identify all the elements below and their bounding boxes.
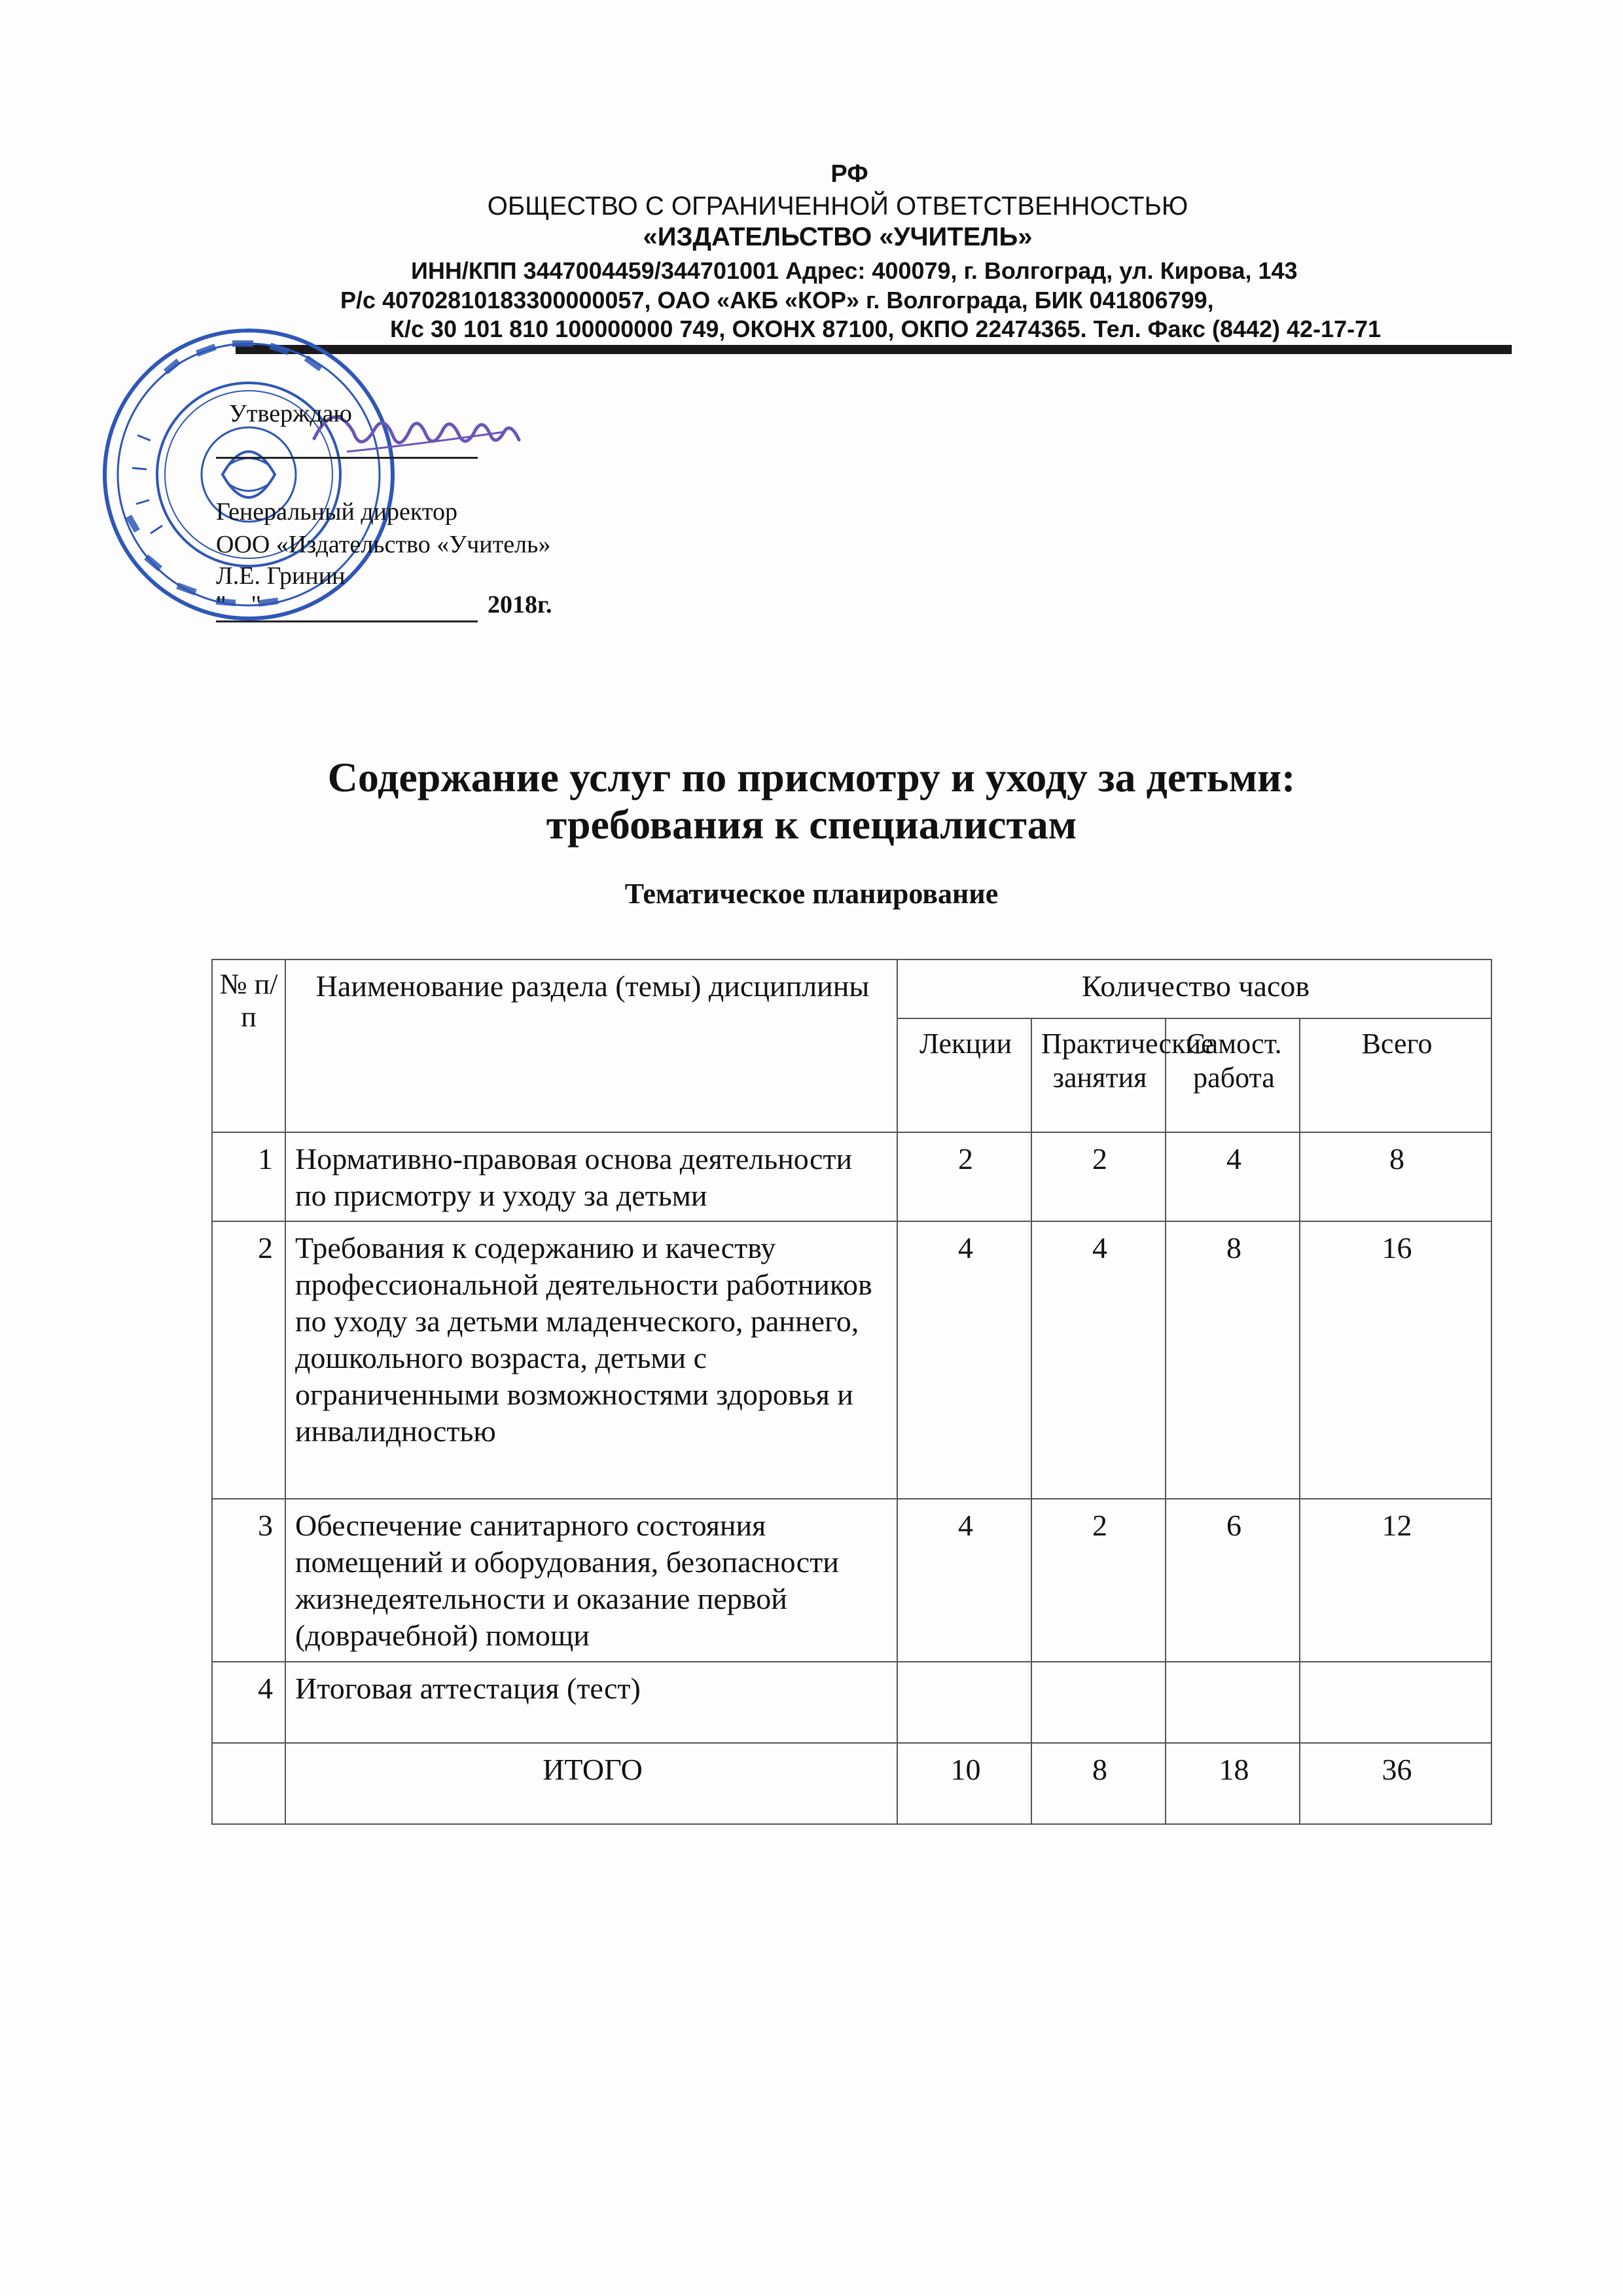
row-self: 4 (1166, 1132, 1300, 1221)
row-lectures: 2 (897, 1132, 1031, 1221)
row-name: Обеспечение санитарного состояния помещений и оборудования, безопасности жизнедеятельности и оказание первой (доврачебной) помощи (285, 1499, 897, 1662)
totals-num (212, 1743, 285, 1824)
letterhead-org-type: ОБЩЕСТВО С ОГРАНИЧЕННОЙ ОТВЕТСТВЕННОСТЬЮ (487, 192, 1188, 221)
row-name: Итоговая аттестация (тест) (285, 1662, 897, 1743)
letterhead-requisites-1: ИНН/КПП 3447004459/344701001 Адрес: 400079, г. Волгоград, ул. Кирова, 143 (411, 257, 1298, 284)
row-num: 4 (212, 1662, 285, 1743)
approver-position: Генеральный директор (216, 498, 457, 526)
header-hours: Количество часов (897, 960, 1491, 1018)
table-row (212, 1499, 1491, 1662)
row-lectures: 4 (897, 1499, 1031, 1662)
letterhead-country: РФ (830, 160, 868, 188)
row-lectures: 4 (897, 1221, 1031, 1499)
approval-date-quotes: " " (216, 591, 262, 619)
table-totals-row (212, 1743, 1491, 1824)
header-self: Самост. работа (1166, 1018, 1300, 1132)
row-lectures (897, 1662, 1031, 1743)
totals-self: 18 (1166, 1743, 1300, 1824)
header-name: Наименование раздела (темы) дисциплины (285, 960, 897, 1132)
row-self (1166, 1662, 1300, 1743)
totals-label: ИТОГО (285, 1743, 897, 1824)
row-practice: 4 (1031, 1221, 1166, 1499)
row-total (1300, 1662, 1491, 1743)
thematic-plan-table (211, 959, 1492, 1825)
row-total: 8 (1300, 1132, 1491, 1221)
row-self: 8 (1166, 1221, 1300, 1499)
table-row (212, 1221, 1491, 1499)
row-num: 1 (212, 1132, 285, 1221)
table-row (212, 1132, 1491, 1221)
row-practice: 2 (1031, 1499, 1166, 1662)
approval-year: 2018г. (488, 591, 552, 619)
header-num: № п/п (212, 960, 285, 1132)
letterhead-org-name: «ИЗДАТЕЛЬСТВО «УЧИТЕЛЬ» (643, 223, 1033, 251)
letterhead-requisites-3: К/с 30 101 810 100000000 749, ОКОНХ 87100, ОКПО 22474365. Тел. Факс (8442) 42-17-71 (390, 315, 1382, 342)
table-header-row (212, 960, 1491, 1018)
totals-lectures: 10 (897, 1743, 1031, 1824)
row-total: 16 (1300, 1221, 1491, 1499)
signature-line (216, 457, 478, 459)
document-title-line2: требования к специалистам (546, 801, 1077, 848)
document-subtitle: Тематическое планирование (624, 878, 999, 910)
approve-label: Утверждаю (229, 400, 352, 427)
row-total: 12 (1300, 1499, 1491, 1662)
document-title-line1: Содержание услуг по присмотру и уходу за детьми: (327, 754, 1296, 800)
table-row (212, 1662, 1491, 1743)
totals-total: 36 (1300, 1743, 1491, 1824)
header-lectures: Лекции (897, 1018, 1031, 1132)
row-num: 3 (212, 1499, 285, 1662)
letterhead-requisites-2: Р/с 40702810183300000057, ОАО «АКБ «КОР» г. Волгограда, БИК 041806799, (340, 287, 1214, 314)
approval-date-line (216, 620, 478, 622)
row-practice: 2 (1031, 1132, 1166, 1221)
row-name: Требования к содержанию и качеству профессиональной деятельности работников по уходу за детьми младенческого, раннего, дошкольного возраста, детьми с ограниченными возможностями здоровья и инвалидностью (285, 1221, 897, 1499)
row-num: 2 (212, 1221, 285, 1499)
totals-practice: 8 (1031, 1743, 1166, 1824)
approver-company: ООО «Издательство «Учитель» (216, 531, 551, 558)
row-practice (1031, 1662, 1166, 1743)
approver-name: Л.Е. Гринин (216, 562, 346, 590)
row-name: Нормативно-правовая основа деятельности по присмотру и уходу за детьми (285, 1132, 897, 1221)
row-self: 6 (1166, 1499, 1300, 1662)
letterhead-rule (236, 345, 1512, 354)
header-total: Всего (1300, 1018, 1491, 1132)
header-practice: Практические занятия (1031, 1018, 1166, 1132)
